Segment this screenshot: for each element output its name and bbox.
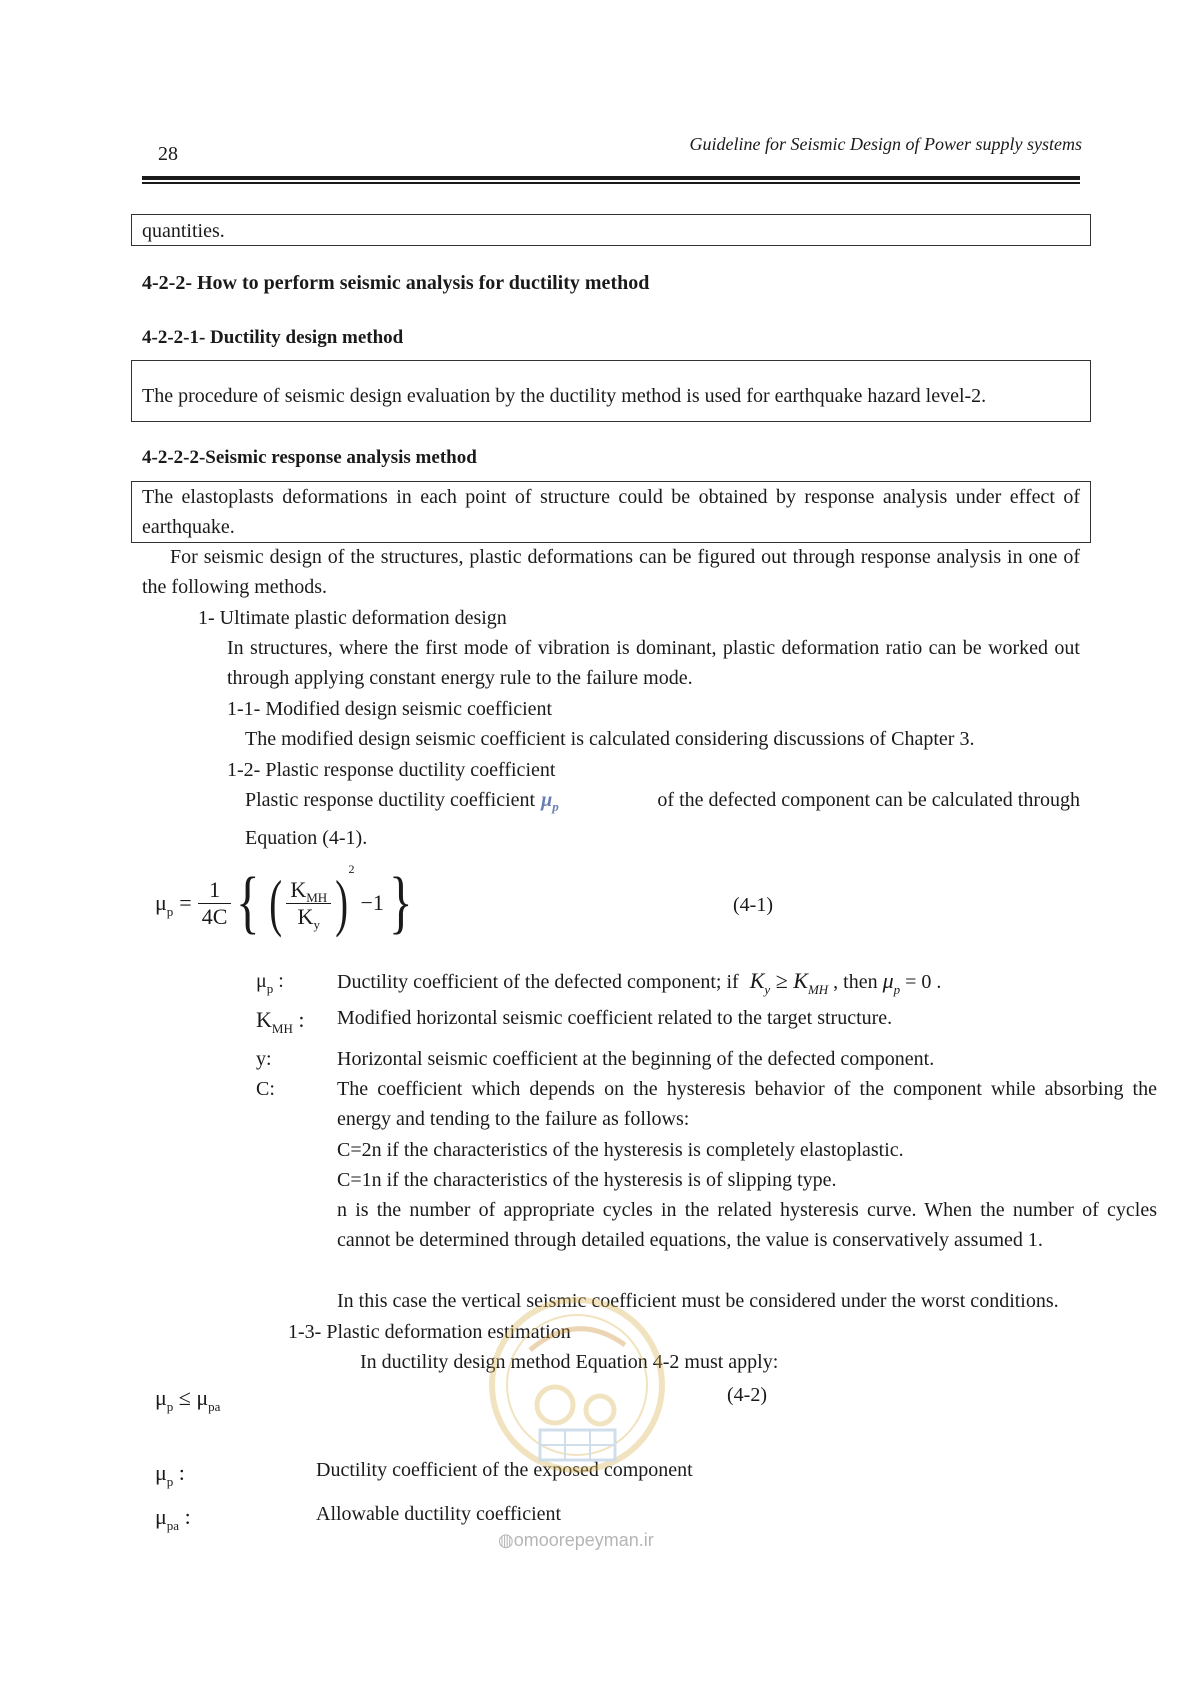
eq1-ky: $K_y$: [297, 903, 320, 932]
def-kmh-text: Modified horizontal seismic coefficient related to the target structure.: [337, 1007, 893, 1029]
header-rule-thin: [142, 182, 1080, 184]
eq1-exponent: 2: [348, 861, 355, 876]
globe-icon: ◍: [498, 1530, 514, 1550]
item-1-2-heading: 1-2- Plastic response ductility coefficient: [227, 759, 556, 781]
eq1-lhs: $\mu_p$: [155, 890, 174, 919]
box-ductility: [131, 360, 1091, 422]
subsection-title-response: 4-2-2-2-Seismic response analysis method: [142, 447, 477, 468]
c-line-vertical: In this case the vertical seismic coefficient must be considered under the worst conditions.: [337, 1290, 1059, 1312]
def2-mu-p-text: Ductility coefficient of the exposed component: [316, 1459, 693, 1481]
def-mu-p-text: Ductility coefficient of the defected component; if $K_y \ge K_{MH}$ , then $\mu_p = 0$ .: [337, 968, 942, 997]
item-1-3-heading: 1-3- Plastic deformation estimation: [288, 1321, 571, 1343]
intro-paragraph: For seismic design of the structures, plastic deformations can be figured out through response analysis in one of the following methods.: [142, 546, 1080, 598]
mu-p-inline: $\mu_p$: [541, 789, 559, 814]
c-line-slipping: C=1n if the characteristics of the hysteresis is of slipping type.: [337, 1169, 837, 1191]
box-response: [131, 481, 1091, 543]
def2-mu-pa-text: Allowable ductility coefficient: [316, 1503, 562, 1525]
eq1-minus-one: −1: [360, 890, 384, 915]
equation-4-1: [155, 858, 418, 948]
item-1-2-text-line: [245, 785, 1080, 817]
item-1-2-text-c: Equation (4-1).: [245, 827, 368, 849]
def-kmh-symbol: $K_{MH}$ :: [256, 1007, 305, 1036]
item-1-text: In structures, where the first mode of vibration is dominant, plastic deformation ratio can be worked out through applying constant energy rule to the failure mode.: [227, 637, 1080, 689]
page-number: 28: [158, 143, 178, 165]
box-ductility-text: The procedure of seismic design evaluation by the ductility method is used for earthquake hazard level-2.: [142, 385, 987, 407]
item-1-3-text: In ductility design method Equation 4-2 must apply:: [360, 1351, 779, 1373]
def2-mu-pa-symbol: $\mu_{pa}$ :: [155, 1504, 191, 1533]
eq2-label: (4-2): [727, 1384, 767, 1406]
item-1-heading: 1- Ultimate plastic deformation design: [198, 607, 507, 629]
eq1-denominator: 4C: [201, 903, 228, 929]
def-mu-p-symbol: $\mu_p$ :: [256, 970, 284, 996]
watermark-url: ◍omoorepeyman.ir: [498, 1530, 654, 1550]
def-y-text: Horizontal seismic coefficient at the beginning of the defected component.: [337, 1048, 935, 1070]
item-1-1-text: The modified design seismic coefficient is calculated considering discussions of Chapter 3.: [245, 728, 975, 750]
section-title: 4-2-2- How to perform seismic analysis for ductility method: [142, 272, 650, 294]
def-c-text: The coefficient which depends on the hysteresis behavior of the component while absorbing the energy and tending to the failure as follows:: [337, 1078, 1157, 1130]
watermark-logo: [485, 1290, 670, 1490]
item-1-2-text-a: Plastic response ductility coefficient: [245, 789, 536, 811]
eq1-inner-fraction: [286, 877, 331, 930]
subsection-title-ductility: 4-2-2-1- Ductility design method: [142, 327, 404, 348]
def-y-symbol: y:: [256, 1048, 272, 1070]
box-response-text: The elastoplasts deformations in each point of structure could be obtained by response analysis under effect of earthquake.: [142, 486, 1080, 538]
eq1-equals: =: [179, 890, 192, 915]
eq1-left-brace: {: [236, 864, 260, 941]
def2-mu-p-symbol: $\mu_p$ :: [155, 1460, 185, 1489]
item-1-2-text-b: of the defected component can be calculated through: [657, 789, 1080, 811]
def-c-symbol: C:: [256, 1078, 275, 1100]
header-rule-thick: [142, 176, 1080, 180]
eq1-fraction: [198, 877, 232, 930]
eq1-right-paren: ): [335, 867, 349, 938]
equation-4-2: $\mu_p \le \mu_{pa}$: [155, 1385, 221, 1414]
eq1-right-brace: }: [388, 864, 413, 941]
item-1-1-heading: 1-1- Modified design seismic coefficient: [227, 698, 553, 720]
def-mu-p-condition: $K_y \ge K_{MH}$: [749, 968, 829, 997]
box-quantities: [131, 214, 1091, 246]
c-line-elastoplastic: C=2n if the characteristics of the hysteresis is completely elastoplastic.: [337, 1139, 904, 1161]
running-title: Guideline for Seismic Design of Power supply systems: [689, 134, 1082, 154]
eq1-left-paren: (: [269, 867, 283, 938]
eq1-numerator: 1: [198, 877, 232, 904]
box-quantities-text: quantities.: [142, 220, 225, 242]
eq1-label: (4-1): [733, 894, 773, 916]
eq1-kmh: $K_{MH}$: [286, 877, 331, 904]
c-line-cycles: n is the number of appropriate cycles in the related hysteresis curve. When the number of cycles cannot be determined through detailed equations, the value is conservatively assumed 1.: [337, 1199, 1157, 1251]
